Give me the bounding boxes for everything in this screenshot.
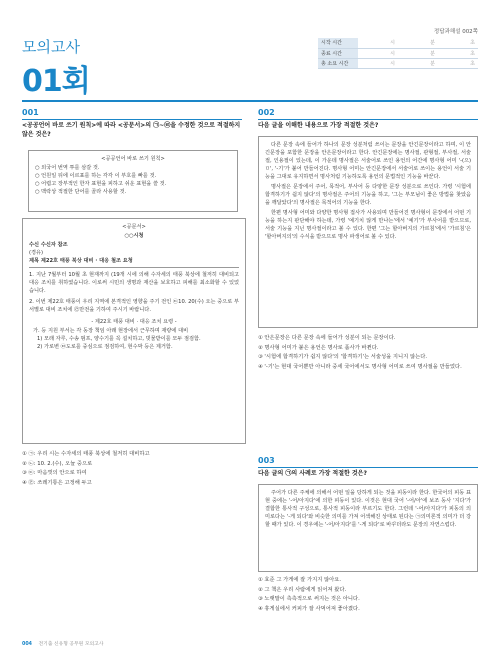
passage-paragraph: 명사절은 문장에서 주어, 목적어, 부사어 등 다양한 문장 성분으로 쓰인다. 가령 '시험에 합격하기가 쉽지 않다'의 명사절은 주어의 기능을 하고, '그는 부모님이 좋은 방법을 찾았음을 깨달았다'의 명사절은 목적어의 기능을 한다. [265,184,471,206]
passage-paragraph: 주어가 다른 주체에 의해서 어떤 일을 당하게 되는 것을 피동이라 한다. 한국어의 피동 표현 중에는 '-어/아지다'에 의한 피동이 있다. 이것은 현대 국어 '-어/아'에 보조 동사 '지다'가 결합한 통사적 구성으로, 통사적 피동이라 부르기도 한다. 그런데 '-어/아지다'가 피동의 의미로다는 '-게 되다'와 비슷한 의미를 가져 어색해진 상태로 된다는 ㉠의미론적 의미가 더 강할 때가 있다. 이 경우에는 '-어/아지다'를 '-게 되다'로 바꾸더라도 문장의 자연스럽다. [265,490,471,528]
question-divider [258,467,478,468]
document-subitem: 가. 등 지원 부서는 각 동장 책임 아래 현장에서 근무하며 재량에 대비 [33,328,189,334]
time-unit: 시 [358,48,398,58]
question-prompt: <공공언어 바로 쓰기 원칙>에 따라 <공문서>의 ㉠~㉣을 수정한 것으로 적절하지 않은 것은? [22,122,241,138]
answer-choice[interactable]: ③ ㉢: 마음껏의 안으로 하여 [22,470,87,476]
time-unit: 시 [358,38,398,48]
principle-item: ○ 맥락상 적절한 단어를 골라 사용할 것. [35,189,127,195]
document-recipient: 수신 수신자 참조 [29,242,68,248]
page-footer [22,640,103,647]
answer-choice[interactable]: ④ 휴게실에서 커피가 잘 사먹어져 좋아졌다. [258,605,360,612]
passage-paragraph: 한편 명사형 어미와 다양한 명사형 접사가 사용되며 만들어진 명사형이 문장에서 어떤 기능을 하는지 판단해야 하는데, 가령 '예기치 않게 만나는'에서 '예기'가 부사어를 받으므로, 서술 기능을 지닌 명사절이라고 볼 수 있다. 한편 '그는 할아버지의 가르침'에서 '가르침'은 '할아버지의'의 수식을 받으므로 명사 파생어로 볼 수 있다. [265,210,471,240]
time-record-table [318,38,478,69]
principles-box [28,150,238,212]
answer-choices [258,334,478,372]
time-unit: 분 [398,58,438,68]
section-label: 모의고사 [22,38,80,56]
question-divider [258,119,478,120]
question-number: 002 [258,108,275,117]
time-label: 시작 시간 [318,38,358,48]
question-prompt: 다음 글의 ㉠의 사례로 가장 적절한 것은? [258,470,367,477]
document-item: 1. 지난 7월부터 10월 초 현재까지 (19개 시에 의해 수자세의 태풍 북상에 철저히 대비되고 대응 조치를 취하였습니다. 이로써 시민의 생명과 재산을 보호하고 피해를 최소화할 수 있었습니다. [29,272,239,294]
document-item: 2. 이번 제22호 태풍이 우리 지역에 본격적인 영향을 주기 전인 ㉢10. 20(수) 오는 중으로 부서별로 대비 조치에 ㉣만전을 기하여 주시기 바랍니다. [29,299,239,313]
time-row-start [318,38,478,48]
answer-choice[interactable]: ① 효준 그 가게에 잘 가지지 않아요. [258,577,342,583]
document-via: (경유) [29,250,44,256]
principles-title: <공공언어 바로 쓰기 원칙> [101,156,165,162]
question-prompt: 다음 글을 이해한 내용으로 가장 적절한 것은? [258,122,379,129]
document-subject: 제목 제22호 태풍 북상 대비 · 대응 철조 요청 [29,257,239,268]
time-row-end [318,48,478,58]
answer-choice[interactable]: ② 그 책은 우리 사람에게 읽어져 왔다. [258,586,347,593]
document-subitem: 1) 모래 자루, 수송 펌프, 양수기를 꼭 설치하고, 빗물받이를 모두 점검함. [37,336,201,342]
document-subsection-title: - 제22호 태풍 대비 · 대응 조치 요령 - [91,319,177,325]
page-number: 004 [22,642,33,647]
time-unit: 시 [358,58,398,68]
question-number: 003 [258,456,275,465]
answer-choice[interactable]: ① ㉠: 우리 시는 수자세의 태풍 북상에 철저히 대비하고 [22,451,150,457]
answer-choices [22,450,242,488]
time-row-total [318,58,478,68]
answer-choice[interactable]: ② ㉡: 10. 2.(수), 오늘 중으로 [22,460,93,467]
time-unit: 분 [398,38,438,48]
page-title: 01회 [22,64,90,99]
answer-choice[interactable]: ③ 노랫말이 측측적으로 써지는 것은 아니다. [258,596,360,602]
answer-choice[interactable]: ④ ㉣: 쓰레기통은 고정해 두고 [22,479,92,486]
time-label: 총 소요 시간 [318,58,358,68]
answer-choice[interactable]: ④ '-기'는 현대 국어뿐만 아니라 중세 국어에서도 명사형 어미로 쓰여 명사절을 만들었다. [258,363,462,370]
answer-reference: 정답과해설 002쪽 [433,29,478,35]
passage-box [258,484,478,572]
book-title: 전기출 신유형 공무원 모의고사 [38,642,104,647]
principle-item: ○ 언원일 뒤에 이르표를 하는 각각 이 부호를 빠를 것. [35,173,157,179]
question-number: 001 [22,108,39,117]
document-title: <공문서> [122,224,146,230]
time-unit: 분 [398,48,438,58]
official-document-box [22,218,246,444]
answer-choice[interactable]: ② 명사형 어미가 붙은 용언은 명사로 품사가 바뀐다. [258,344,379,351]
header-divider [22,100,478,102]
time-label: 종료 시간 [318,48,358,58]
principle-item: ○ 외국어 번역 투를 삼갈 것. [35,165,100,171]
answer-choice[interactable]: ① 안은문장은 다른 문장 속에 들어가 성분이 되는 문장이다. [258,335,396,341]
time-unit: 초 [438,48,478,58]
answer-choices [258,576,478,614]
passage-box [258,136,478,328]
question-divider [22,119,242,120]
passage-paragraph: 다른 문장 속에 들어가 하나의 문장 성분처럼 쓰이는 문장을 안긴문장이라고 하며, 이 안긴문장을 포함한 문장을 안은문장이라고 한다. 안긴문장에는 명사절, 관형절, 부사절, 서술절, 인용절이 있는데, 이 가운데 명사절은 서술어로 쓰인 용언의 어간에 명사형 어미 '-(으)ㅁ', '-기'가 붙어 만들어진다. 명사형 어미는 안긴문장에서 서술어로 쓰이는 용언이 서술 기능을 그대로 유지하면서 명사처럼 기능하도록 용언의 문법적인 기능을 바꾼다. [265,142,471,180]
document-organization: ○○시청 [124,233,144,239]
principle-item: ○ 어렵고 장부적인 한자 표현을 피하고 쉬운 표현을 쓸 것. [35,181,167,187]
time-unit: 초 [438,38,478,48]
time-unit: 초 [438,58,478,68]
answer-choice[interactable]: ③ '시험에 합격하기가 쉽지 않다'의 '합격하기'는 서술성을 지니지 않는다. [258,354,427,360]
document-subitem: 2) 가로변 ㉤도로를 중심으로 점검하여, 현수막 등은 제거함. [37,344,173,350]
